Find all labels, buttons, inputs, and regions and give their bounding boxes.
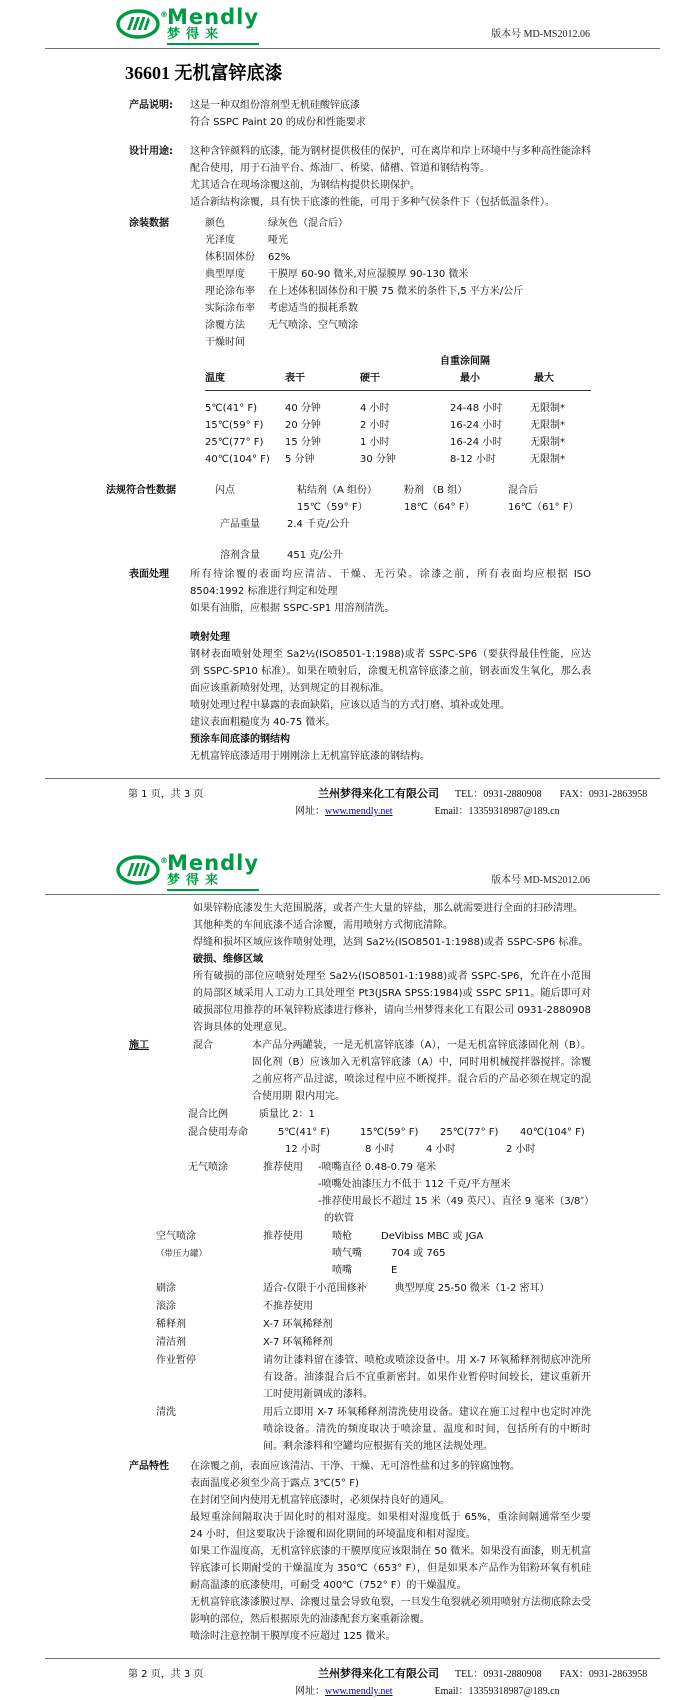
section-label: 表面处理	[129, 569, 169, 580]
intro-para: 如果锌粉底漆发生大范围脱落，或者产生大量的锌盐，那么就需要进行全面的扫砂清理。	[193, 903, 583, 914]
flash-point-value-row: 15℃（59° F） 18℃（64° F） 16℃（61° F）	[297, 502, 579, 513]
product-desc-line: 符合 SSPC Paint 20 的成份和性能要求	[190, 117, 366, 128]
pot-life-hours: 8 小时	[365, 1144, 395, 1155]
damage-heading: 破损、维修区域	[193, 954, 263, 965]
work-pause-label: 作业暂停	[156, 1355, 196, 1366]
section-label: 法规符合性数据	[106, 485, 176, 496]
page1-header	[0, 0, 687, 48]
registered-mark: ®	[160, 10, 168, 19]
pot-life-hours: 4 小时	[426, 1144, 456, 1155]
company-email: Email：13359318987@189.cn	[434, 806, 560, 817]
spray-gun-row: 喷枪 DeVibiss MBC 或 JGA	[332, 1231, 484, 1242]
recommended-label: 推荐使用	[263, 1231, 303, 1242]
airless-bullet: -喷嘴直径 0.48-0.79 毫米	[318, 1162, 437, 1173]
product-desc-line: 这是一种双组份溶剂型无机硅酸锌底漆	[190, 100, 360, 111]
mendly-logo-icon	[116, 9, 168, 45]
airless-bullet: -喷嘴处油漆压力不低于 112 千克/平方厘米	[318, 1179, 511, 1190]
feature-para: 无机富锌底漆漆膜过厚、涂覆过量会导致龟裂，一旦发生龟裂就必须用喷射方法彻底除去受影响的部位，然后根据原先的油漆配套方案重新涂覆。	[190, 1597, 591, 1625]
drying-row: 25℃(77° F) 15 分钟 1 小时 16-24 小时 无限制*	[205, 437, 565, 448]
cleaning-row	[156, 1404, 591, 1455]
page1-footer	[0, 778, 687, 820]
brand-name-en: Mendly	[167, 5, 260, 29]
surface-para: 所有待涂覆的表面均应清洁、干燥、无污染。涂漆之前，所有表面均应根据 ISO 8504:1992 标准进行判定和处理	[190, 569, 591, 597]
header-rule	[45, 48, 660, 49]
product-weight-row: 产品重量 2.4 千克/公升	[220, 519, 350, 530]
drying-table-header: 温度 表干 硬干 最小 最大	[205, 370, 591, 391]
page-2	[0, 846, 687, 1700]
intro-para: 其他种类的车间底漆不适合涂覆，需用喷射方式彻底清除。	[193, 920, 453, 931]
coating-row: 干燥时间	[205, 337, 245, 348]
pot-life-row	[188, 1124, 591, 1141]
shop-primer-continued	[193, 900, 591, 1036]
feature-para: 如果工作温度高，无机富锌底漆的干膜厚度应该限制在 50 微米。如果没有面漆，则无机富锌底漆可长期耐受的干燥温度为 350℃（653° F），但是如果本产品作为铝粉环氧有机硅耐高温漆的底漆使用，可耐受 400℃（752° F）的干燥温度。	[190, 1546, 591, 1591]
blast-heading: 喷射处理	[190, 632, 230, 643]
page-number: 第 2 页，共 3 页	[128, 1669, 204, 1680]
blast-para: 建议表面粗糙度为 40-75 微米。	[190, 717, 336, 728]
drying-row: 40℃(104° F) 5 分钟 30 分钟 8-12 小时 无限制*	[205, 454, 565, 465]
mix-ratio-value: 质量比 2：1	[259, 1109, 315, 1120]
airless-spray-row	[188, 1159, 591, 1176]
roller-row	[156, 1298, 591, 1315]
section-design-use	[104, 143, 591, 211]
construction-label: 施工	[129, 1040, 149, 1051]
company-fax: FAX：0931-2863958	[559, 789, 648, 800]
pot-life-temp: 15℃(59° F)	[360, 1127, 419, 1138]
brand-logo	[116, 853, 259, 891]
coating-row: 光泽度 哑光	[205, 235, 288, 246]
design-use-para: 这种含锌颜料的底漆，能为钢材提供极佳的保护，可在离岸和岸上环境中与多种高性能涂料配合使用，用于石油平台、炼油厂、桥梁、储槽、管道和钢结构等。	[190, 146, 591, 174]
cleaner-label: 清洁剂	[156, 1337, 186, 1348]
brush-row	[156, 1280, 591, 1297]
blast-para: 钢材表面喷射处理至 Sa2½(ISO8501-1:1988)或者 SSPC-SP6（要获得最佳性能，应达到 SSPC-SP10 标准）。如果在喷射后，涂覆无机富锌底漆之前，钢表面发生氧化，那么表面应该重新喷射处理，达到规定的目视标准。	[190, 649, 591, 694]
version-label: 版本号 MD-MS2012.06	[491, 29, 590, 40]
work-pause-para: 请勿让漆料留在漆管、喷枪或喷涂设备中。用 X-7 环氧稀释剂彻底冲洗所有设备。油漆混合后不宜重新密封。如果作业暂停时间较长，建议重新开工时使用新调成的漆料。	[263, 1355, 591, 1400]
shop-primer-para: 无机富锌底漆适用于刚刚涂上无机富锌底漆的钢结构。	[190, 751, 430, 762]
brush-thickness: 典型厚度 25-50 微米（1-2 密耳）	[394, 1283, 550, 1294]
drying-time-table	[190, 353, 591, 468]
mendly-logo-icon	[116, 855, 168, 891]
page-1	[0, 0, 687, 820]
damage-para: 所有破损的部位应喷射处理至 Sa2½(ISO8501-1:1988)或者 SSPC-SP6，允许在小范围的局部区域采用人工动力工具处理至 Pt3(JSRA SPSS:1984)或 SSPC SP11。随后即可对破损部位用推荐的环氧锌粉底漆进行修补，请向兰州梦得来化工有限公司 0931-2880908 咨询具体的处理意见。	[193, 971, 591, 1033]
blast-para: 喷射处理过程中暴露的表面缺陷，应该以适当的方式打磨、填补或处理。	[190, 700, 510, 711]
coating-row: 实际涂布率 考虑适当的损耗系数	[205, 303, 358, 314]
page2-content	[104, 900, 595, 1645]
thinner-label: 稀释剂	[156, 1319, 186, 1330]
section-coating-data	[104, 215, 591, 468]
airless-bullet: -推荐使用最长不超过 15 米（49 英尺）、直径 9 毫米（3/8″）	[318, 1196, 595, 1207]
cleaner-value: X-7 环氧稀释剂	[263, 1337, 333, 1348]
mix-ratio-label: 混合比例	[188, 1109, 228, 1120]
page1-content	[104, 61, 591, 765]
section-label: 设计用途:	[129, 146, 173, 157]
feature-para: 喷涂时注意控制干膜厚度不应超过 125 微米。	[190, 1631, 396, 1642]
drying-row: 15℃(59° F) 20 分钟 2 小时 16-24 小时 无限制*	[205, 420, 565, 431]
website-row: 网址：www.mendly.net	[295, 1686, 393, 1697]
coating-row: 典型厚度 干膜厚 60-90 微米,对应湿膜厚 90-130 微米	[205, 269, 469, 280]
brand-name-cn: 梦得来	[167, 27, 259, 45]
brand-wordmark	[167, 7, 259, 45]
brush-value: 适合-仅限于小范围修补	[263, 1283, 367, 1294]
air-cap-row: 喷气嘴 704 或 765	[332, 1248, 446, 1259]
brand-name-cn: 梦得来	[167, 873, 259, 891]
section-label: 涂装数据	[129, 218, 169, 229]
solvent-content-row: 溶剂含量 451 克/公升	[220, 550, 343, 561]
page-title: 36601 无机富锌底漆	[125, 63, 283, 83]
pot-life-temp: 25℃(77° F)	[440, 1127, 499, 1138]
website-link[interactable]: www.mendly.net	[325, 806, 393, 817]
pressure-pot-note: （带压力罐）	[156, 1249, 208, 1259]
company-fax: FAX：0931-2863958	[559, 1669, 648, 1680]
flash-point-header-row: 闪点 粘结剂（A 组份） 粉剂 （B 组） 混合后	[215, 485, 538, 496]
header-rule	[45, 894, 660, 895]
website-link[interactable]: www.mendly.net	[325, 1686, 393, 1697]
company-tel: TEL：0931-2880908	[455, 1669, 542, 1680]
brand-wordmark	[167, 853, 259, 891]
cleaning-para: 用后立即用 X-7 环氧稀释剂清洗使用设备。建议在施工过程中也定时冲洗喷涂设备。清洗的频度取决于喷涂量、温度和时间，包括所有的中断时间。剩余漆料和空罐均应根据有关的地区法规处理。	[263, 1407, 591, 1452]
shop-primer-heading: 预涂车间底漆的钢结构	[190, 734, 290, 745]
drying-row: 5℃(41° F) 40 分钟 4 小时 24-48 小时 无限制*	[205, 403, 565, 414]
roller-value: 不推荐使用	[263, 1301, 313, 1312]
section-label: 产品特性	[129, 1461, 169, 1472]
mix-ratio-row	[188, 1106, 591, 1123]
brush-label: 刷涂	[156, 1283, 176, 1294]
airless-spray-label: 无气喷涂	[188, 1162, 228, 1173]
pot-life-label: 混合使用寿命	[188, 1127, 248, 1138]
cleaner-row	[156, 1334, 591, 1351]
roller-label: 滚涂	[156, 1301, 176, 1312]
recommended-label: 推荐使用	[263, 1162, 303, 1173]
registered-mark: ®	[160, 856, 168, 865]
design-use-para: 尤其适合在现场涂覆这前，为钢结构提供长期保护。	[190, 180, 420, 191]
feature-para: 在封闭空间内使用无机富锌底漆时，必须保持良好的通风。	[190, 1495, 450, 1506]
air-spray-row	[156, 1228, 591, 1279]
mendly-oval-icon	[116, 855, 162, 885]
intro-para: 焊缝和损坏区域应该作喷射处理，达到 Sa2½(ISO8501-1:1988)或者 SSPC-SP6 标准。	[193, 937, 589, 948]
pot-life-hours: 2 小时	[506, 1144, 536, 1155]
version-label: 版本号 MD-MS2012.06	[491, 875, 590, 886]
section-regulatory	[104, 482, 591, 564]
cleaning-label: 清洗	[156, 1407, 176, 1418]
website-row: 网址：www.mendly.net	[295, 806, 393, 817]
coating-row: 涂覆方法 无气喷涂、空气喷涂	[205, 320, 358, 331]
recoat-interval-header: 自重涂间隔	[440, 356, 490, 367]
page-number: 第 1 页，共 3 页	[128, 789, 204, 800]
nozzle-row: 喷嘴 E	[332, 1265, 398, 1276]
feature-para: 在涂覆之前，表面应该清洁、干净、干燥、无可溶性盐和过多的锌腐蚀物。	[190, 1461, 520, 1472]
work-pause-row	[156, 1352, 591, 1403]
feature-para: 表面温度必须至少高于露点 3℃(5° F)	[190, 1478, 359, 1489]
coating-row: 颜色 绿灰色（混合后）	[205, 218, 348, 229]
page2-footer	[0, 1658, 687, 1700]
feature-para: 最短重涂间隔取决于固化时的相对湿度。如果相对湿度低于 65%，重涂间隔通常至少要 24 小时，但这要取决于涂覆和固化期间的环境温度和相对湿度。	[190, 1512, 591, 1540]
section-features	[104, 1458, 591, 1645]
company-tel: TEL：0931-2880908	[455, 789, 542, 800]
pot-life-hours: 12 小时	[285, 1144, 321, 1155]
coating-row: 理论涂布率 在上述体积固体份和干膜 75 微米的条件下,5 平方米/公斤	[205, 286, 524, 297]
section-product-desc	[104, 97, 591, 131]
thinner-row	[156, 1316, 591, 1333]
pot-life-temp: 40℃(104° F)	[520, 1127, 585, 1138]
airless-bullet-cont: 的软管	[324, 1213, 354, 1224]
pot-life-temp: 5℃(41° F)	[278, 1127, 331, 1138]
section-label: 产品说明:	[129, 100, 173, 111]
company-email: Email：13359318987@189.cn	[434, 1686, 560, 1697]
brand-logo	[116, 7, 259, 45]
company-name: 兰州梦得来化工有限公司	[318, 787, 439, 800]
mixing-para: 本产品分两罐装，一是无机富锌底漆（A），一是无机富锌底漆固化剂（B）。固化剂（B）应该加入无机富锌底漆（A）中，同时用机械搅拌器搅拌。涂覆之前应将产品过滤，喷涂过程中应不断搅拌。混合后的产品必须在规定的混合使用期 限内用完。	[252, 1040, 591, 1102]
mixing-label: 混合	[193, 1040, 213, 1051]
design-use-para: 适合新结构涂覆，具有快干底漆的性能，可用于多种气侯条件下（包括低温条件）。	[190, 197, 555, 208]
company-name: 兰州梦得来化工有限公司	[318, 1667, 439, 1680]
page2-header	[0, 846, 687, 894]
air-spray-label: 空气喷涂 （带压力罐）	[156, 1231, 208, 1259]
mendly-oval-icon	[116, 9, 162, 39]
pot-life-hours-row	[285, 1141, 591, 1158]
thinner-value: X-7 环氧稀释剂	[263, 1319, 333, 1330]
construction-mixing-row	[104, 1037, 591, 1105]
surface-para: 如果有油脂，应根据 SSPC-SP1 用溶剂清洗。	[190, 603, 395, 614]
coating-row: 体积固体份 62%	[205, 252, 291, 263]
brand-name-en: Mendly	[167, 851, 260, 875]
section-surface-prep	[104, 566, 591, 765]
